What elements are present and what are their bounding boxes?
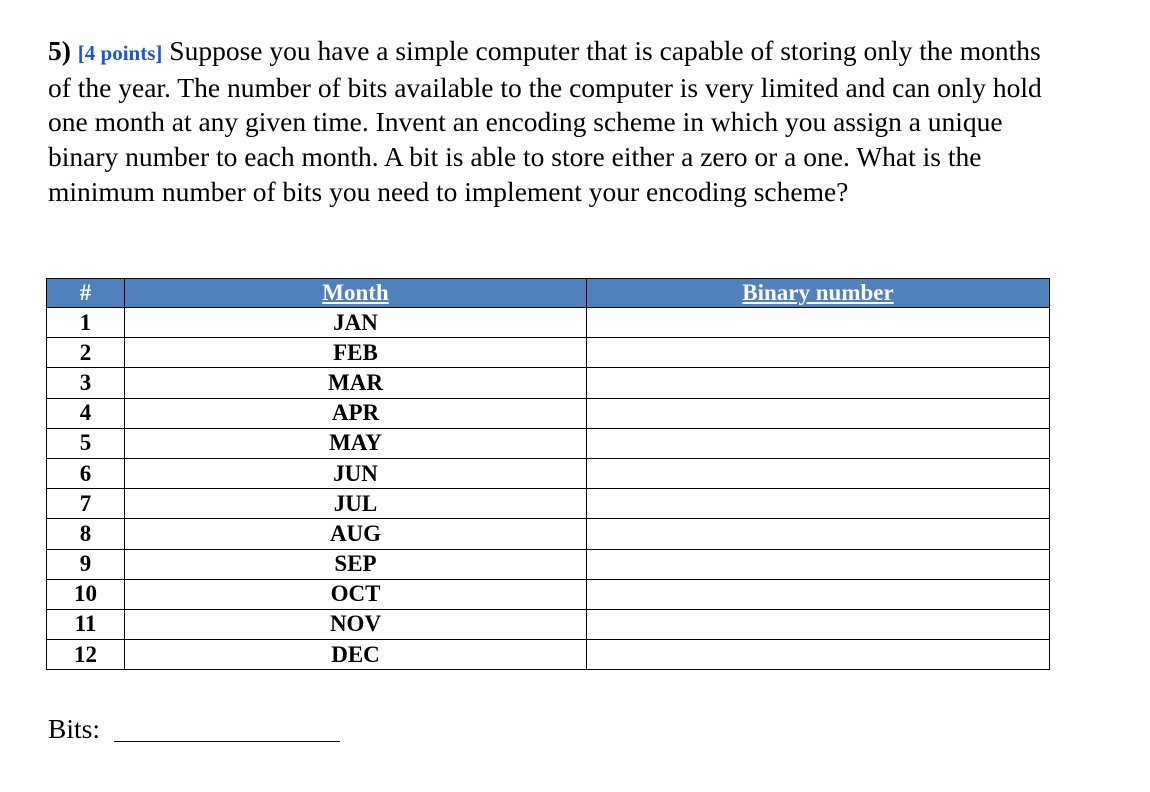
row-number-cell: 3 — [47, 368, 125, 398]
row-number-cell: 12 — [47, 640, 125, 670]
row-number-cell: 8 — [47, 519, 125, 549]
bits-label: Bits: — [48, 713, 100, 744]
table-row — [47, 609, 1050, 639]
binary-number-cell[interactable] — [587, 609, 1050, 639]
row-number-cell: 7 — [47, 489, 125, 519]
month-cell: AUG — [125, 519, 587, 549]
row-number-cell: 11 — [47, 609, 125, 639]
binary-number-cell[interactable] — [587, 398, 1050, 428]
question-number: 5) — [48, 35, 71, 66]
question-body: Suppose you have a simple computer that is capable of storing only the months of the year. The number of bits available to the computer is very limited and can only hold one month at any given time. Invent an encoding scheme in which you assign a unique binary number to each month. A bit is able to store either a zero or a one. What is the minimum number of bits you need to implement your encoding scheme? — [48, 35, 1042, 207]
table-header-row — [47, 279, 1050, 308]
month-cell: FEB — [125, 338, 587, 368]
binary-number-cell[interactable] — [587, 368, 1050, 398]
question-points: [4 points] — [77, 41, 163, 65]
table-row — [47, 640, 1050, 670]
binary-number-cell[interactable] — [587, 428, 1050, 458]
bits-answer-row — [48, 712, 340, 746]
month-cell: MAY — [125, 428, 587, 458]
month-cell: JAN — [125, 308, 587, 338]
month-encoding-table — [46, 278, 1050, 670]
row-number-cell: 2 — [47, 338, 125, 368]
header-binary-number: Binary number — [587, 279, 1050, 308]
binary-number-cell[interactable] — [587, 640, 1050, 670]
table-row — [47, 308, 1050, 338]
month-cell: DEC — [125, 640, 587, 670]
table-row — [47, 338, 1050, 368]
month-cell: JUL — [125, 489, 587, 519]
binary-number-cell[interactable] — [587, 338, 1050, 368]
binary-number-cell[interactable] — [587, 308, 1050, 338]
month-cell: OCT — [125, 579, 587, 609]
binary-number-cell[interactable] — [587, 519, 1050, 549]
header-number: # — [47, 279, 125, 308]
table-row — [47, 368, 1050, 398]
table-row — [47, 579, 1050, 609]
table-row — [47, 458, 1050, 488]
row-number-cell: 5 — [47, 428, 125, 458]
month-cell: JUN — [125, 458, 587, 488]
row-number-cell: 4 — [47, 398, 125, 428]
binary-number-cell[interactable] — [587, 579, 1050, 609]
month-cell: APR — [125, 398, 587, 428]
row-number-cell: 9 — [47, 549, 125, 579]
month-cell: NOV — [125, 609, 587, 639]
table-row — [47, 428, 1050, 458]
bits-answer-field[interactable] — [114, 740, 340, 742]
row-number-cell: 6 — [47, 458, 125, 488]
row-number-cell: 1 — [47, 308, 125, 338]
table-row — [47, 398, 1050, 428]
table-row — [47, 549, 1050, 579]
binary-number-cell[interactable] — [587, 549, 1050, 579]
month-cell: SEP — [125, 549, 587, 579]
binary-number-cell[interactable] — [587, 458, 1050, 488]
month-cell: MAR — [125, 368, 587, 398]
header-month: Month — [125, 279, 587, 308]
table-row — [47, 519, 1050, 549]
row-number-cell: 10 — [47, 579, 125, 609]
binary-number-cell[interactable] — [587, 489, 1050, 519]
table-row — [47, 489, 1050, 519]
table-body — [47, 308, 1050, 670]
question-text-block — [48, 34, 1058, 210]
